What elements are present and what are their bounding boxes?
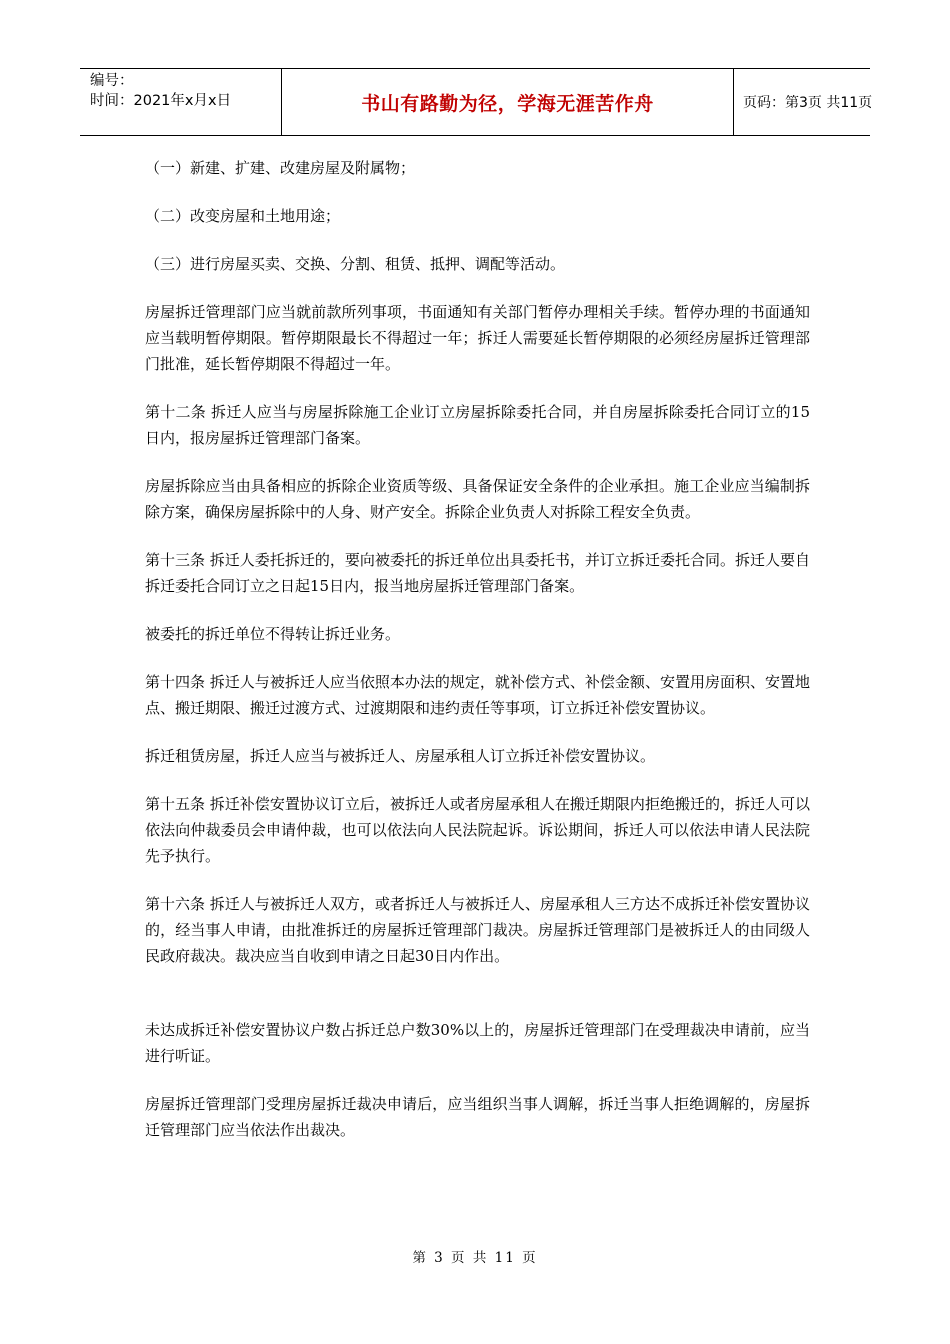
document-time: 时间：2021年x月x日 <box>90 93 232 109</box>
page-header <box>80 68 873 136</box>
paragraph-leased-housing: 拆迁租赁房屋，拆迁人应当与被拆迁人、房屋承租人订立拆迁补偿安置协议。 <box>145 747 656 765</box>
paragraph-hearing: 未达成拆迁补偿安置协议户数占拆迁总户数30%以上的，房屋拆迁管理部门在受理裁决申请前，应当进行听证。 <box>145 1021 810 1065</box>
paragraph-demolition-safety: 房屋拆除应当由具备相应的拆除企业资质等级、具备保证安全条件的企业承担。施工企业应当编制拆除方案，确保房屋拆除中的人身、财产安全。拆除企业负责人对拆除工程安全负责。 <box>145 477 810 521</box>
paragraph-item-2: （二）改变房屋和土地用途； <box>145 207 341 225</box>
document-number: 编号： <box>90 73 134 89</box>
paragraph-suspension-notice: 房屋拆迁管理部门应当就前款所列事项，书面通知有关部门暂停办理相关手续。暂停办理的书面通知应当载明暂停期限。暂停期限最长不得超过一年；拆迁人需要延长暂停期限的必须经房屋拆迁管理部门批准，延长暂停期限不得超过一年。 <box>145 303 810 373</box>
paragraph-no-transfer: 被委托的拆迁单位不得转让拆迁业务。 <box>145 625 401 643</box>
paragraph-item-3: （三）进行房屋买卖、交换、分割、租赁、抵押、调配等活动。 <box>145 255 566 273</box>
page-footer: 第 3 页 共 11 页 <box>412 1250 538 1266</box>
paragraph-article-12: 第十二条 拆迁人应当与房屋拆除施工企业订立房屋拆除委托合同，并自房屋拆除委托合同订立的15日内，报房屋拆迁管理部门备案。 <box>145 403 810 447</box>
header-motto: 书山有路勤为径，学海无涯苦作舟 <box>282 69 734 135</box>
paragraph-article-15: 第十五条 拆迁补偿安置协议订立后，被拆迁人或者房屋承租人在搬迁期限内拒绝搬迁的，拆迁人可以依法向仲裁委员会申请仲裁，也可以依法向人民法院起诉。诉讼期间，拆迁人可以依法申请人民法院先予执行。 <box>145 795 810 865</box>
paragraph-article-14: 第十四条 拆迁人与被拆迁人应当依照本办法的规定，就补偿方式、补偿金额、安置用房面积、安置地点、搬迁期限、搬迁过渡方式、过渡期限和违约责任等事项，订立拆迁补偿安置协议。 <box>145 673 810 717</box>
document-body <box>145 155 810 1165</box>
paragraph-mediation: 房屋拆迁管理部门受理房屋拆迁裁决申请后，应当组织当事人调解，拆迁当事人拒绝调解的，房屋拆迁管理部门应当依法作出裁决。 <box>145 1095 810 1139</box>
header-meta <box>80 69 282 135</box>
header-page-info: 页码：第3页 共11页 <box>743 95 873 111</box>
paragraph-article-13: 第十三条 拆迁人委托拆迁的，要向被委托的拆迁单位出具委托书，并订立拆迁委托合同。拆迁人要自拆迁委托合同订立之日起15日内，报当地房屋拆迁管理部门备案。 <box>145 551 810 595</box>
paragraph-item-1: （一）新建、扩建、改建房屋及附属物； <box>145 159 416 177</box>
paragraph-article-16: 第十六条 拆迁人与被拆迁人双方，或者拆迁人与被拆迁人、房屋承租人三方达不成拆迁补偿安置协议的，经当事人申请，由批准拆迁的房屋拆迁管理部门裁决。房屋拆迁管理部门是被拆迁人的由同级人民政府裁决。裁决应当自收到申请之日起30日内作出。 <box>145 895 810 965</box>
